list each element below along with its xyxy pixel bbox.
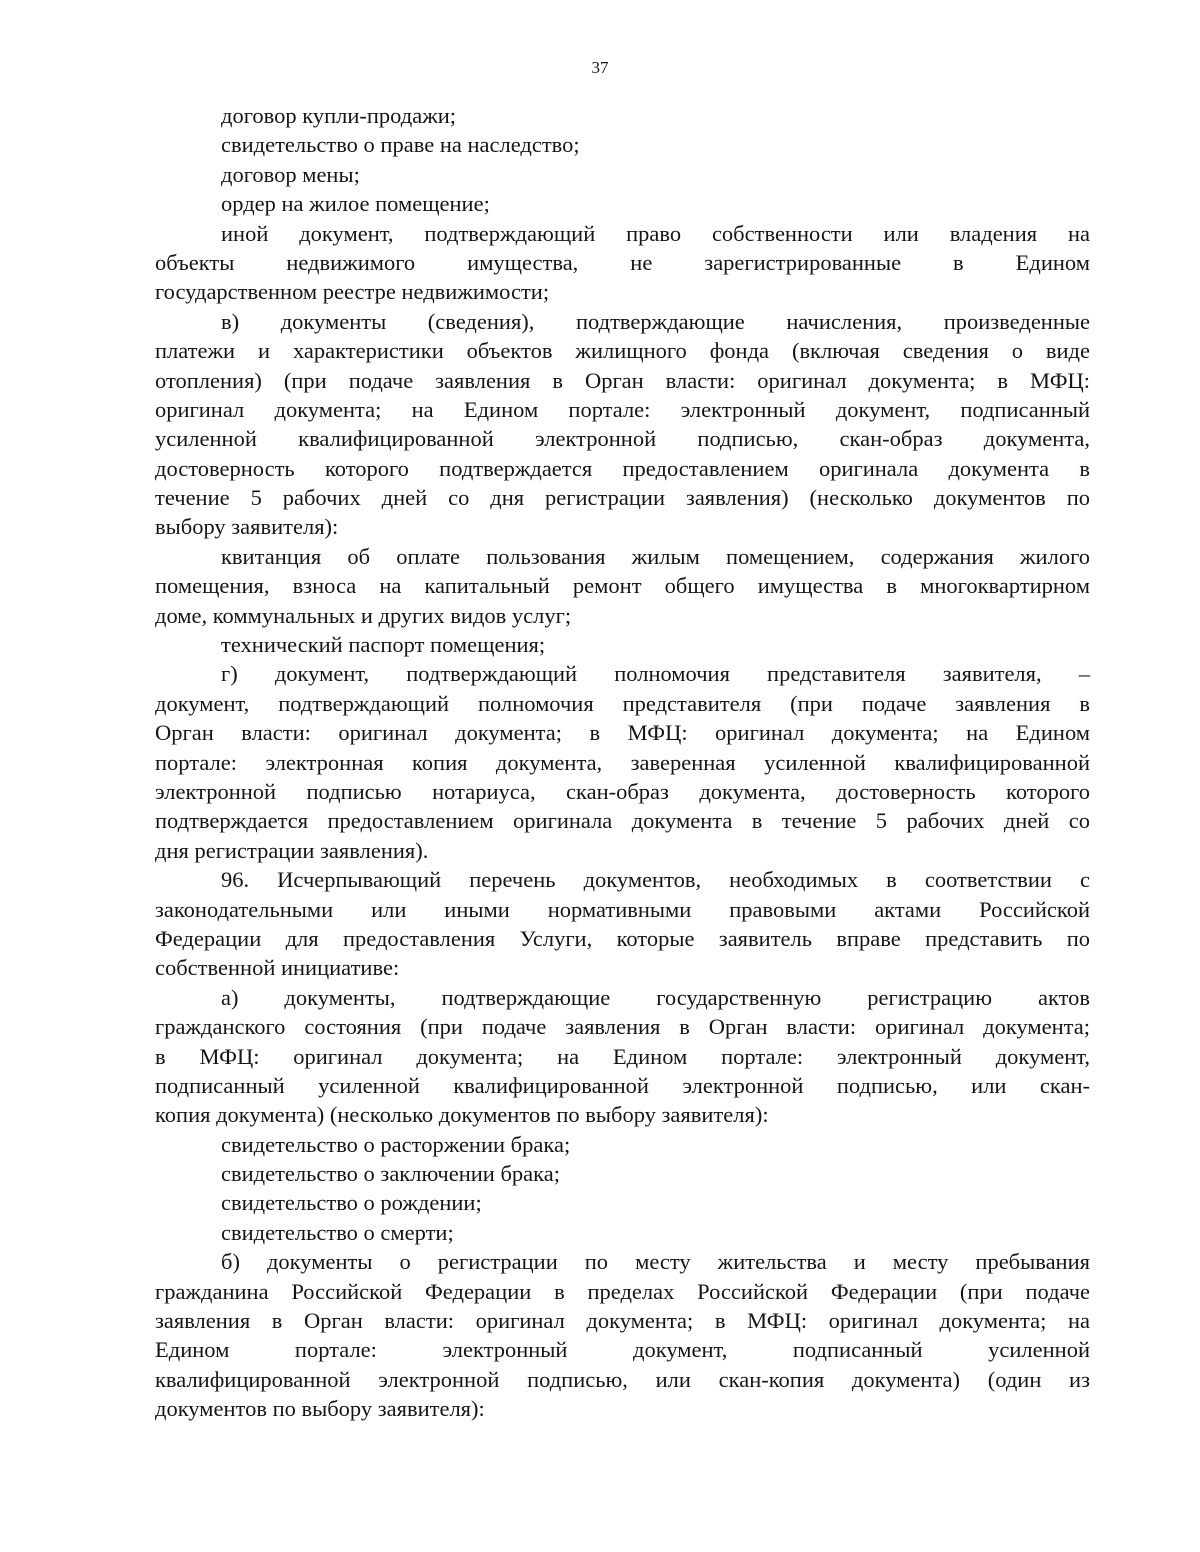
text-line: подтверждается предоставлением оригинала документа в течение 5 рабочих дней со — [155, 808, 1090, 834]
text-line: отопления) (при подаче заявления в Орган власти: оригинал документа; в МФЦ: — [155, 367, 1090, 393]
text-line: ордер на жилое помещение; — [221, 191, 490, 217]
text-line: заявления в Орган власти: оригинал документа; в МФЦ: оригинал документа; на — [155, 1308, 1090, 1334]
text-line: государственном реестре недвижимости; — [155, 279, 550, 305]
text-line: дня регистрации заявления). — [155, 837, 429, 863]
text-line: свидетельство о праве на наследство; — [221, 132, 580, 158]
text-line: подписанный усиленной квалифицированной электронной подписью, или скан- — [155, 1072, 1090, 1098]
text-line: гражданина Российской Федерации в пределах Российской Федерации (при подаче — [155, 1278, 1090, 1304]
text-line: свидетельство о расторжении брака; — [221, 1131, 571, 1157]
text-line: иной документ, подтверждающий право собственности или владения на — [221, 220, 1090, 246]
text-line: доме, коммунальных и других видов услуг; — [155, 602, 572, 628]
text-line: достоверность которого подтверждается предоставлением оригинала документа в — [155, 455, 1090, 481]
text-line: б) документы о регистрации по месту жительства и месту пребывания — [221, 1249, 1090, 1275]
text-line: квалифицированной электронной подписью, или скан-копия документа) (один из — [155, 1366, 1090, 1392]
text-line: свидетельство о заключении брака; — [221, 1161, 560, 1187]
text-line: документ, подтверждающий полномочия представителя (при подаче заявления в — [155, 690, 1090, 716]
text-line: гражданского состояния (при подаче заявления в Орган власти: оригинал документа; — [155, 1014, 1090, 1040]
text-line: а) документы, подтверждающие государственную регистрацию актов — [221, 984, 1090, 1010]
text-line: объекты недвижимого имущества, не зарегистрированные в Едином — [155, 249, 1090, 275]
text-line: договор купли-продажи; — [221, 103, 457, 128]
document-body — [155, 101, 1090, 1424]
text-line: 96. Исчерпывающий перечень документов, необходимых в соответствии с — [221, 867, 1090, 893]
text-line: копия документа) (несколько документов по выбору заявителя): — [155, 1102, 769, 1128]
text-line: в МФЦ: оригинал документа; на Едином портале: электронный документ, — [155, 1043, 1090, 1069]
text-line: усиленной квалифицированной электронной подписью, скан-образ документа, — [155, 426, 1090, 452]
text-line: выбору заявителя): — [155, 514, 339, 540]
text-line: Федерации для предоставления Услуги, которые заявитель вправе представить по — [155, 925, 1090, 951]
text-line: свидетельство о рождении; — [221, 1190, 482, 1216]
text-line: электронной подписью нотариуса, скан-образ документа, достоверность которого — [155, 778, 1090, 804]
text-line: помещения, взноса на капитальный ремонт общего имущества в многоквартирном — [155, 573, 1090, 599]
text-line: оригинал документа; на Едином портале: электронный документ, подписанный — [155, 396, 1090, 422]
text-line: портале: электронная копия документа, заверенная усиленной квалифицированной — [155, 749, 1090, 775]
text-line: документов по выбору заявителя): — [155, 1396, 485, 1422]
text-line: договор мены; — [221, 161, 360, 187]
text-line: г) документ, подтверждающий полномочия представителя заявителя, – — [221, 661, 1090, 687]
text-line: платежи и характеристики объектов жилищного фонда (включая сведения о виде — [155, 338, 1090, 364]
text-line: свидетельство о смерти; — [221, 1219, 454, 1245]
text-line: квитанция об оплате пользования жилым помещением, содержания жилого — [221, 543, 1090, 569]
text-line: технический паспорт помещения; — [221, 632, 546, 658]
text-line: собственной инициативе: — [155, 955, 400, 981]
text-line: течение 5 рабочих дней со дня регистрации заявления) (несколько документов по — [155, 485, 1090, 511]
text-line: в) документы (сведения), подтверждающие начисления, произведенные — [221, 308, 1090, 334]
text-line: законодательными или иными нормативными правовыми актами Российской — [155, 896, 1090, 922]
text-line: Едином портале: электронный документ, подписанный усиленной — [155, 1337, 1090, 1363]
text-line: Орган власти: оригинал документа; в МФЦ: оригинал документа; на Едином — [155, 720, 1090, 746]
page-number: 37 — [591, 58, 609, 77]
